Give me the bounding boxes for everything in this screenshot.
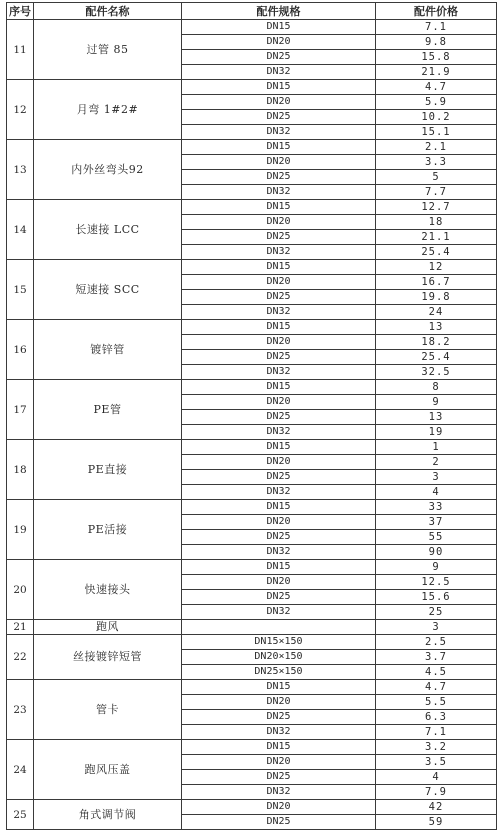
fitting-spec: DN20 — [182, 575, 376, 590]
fitting-spec: DN32 — [182, 245, 376, 260]
table-header-row — [7, 3, 497, 20]
fitting-price: 16.7 — [376, 275, 497, 290]
fitting-price: 24 — [376, 305, 497, 320]
table-row — [7, 620, 497, 635]
row-index: 20 — [7, 560, 34, 620]
fitting-name: 跑风压盖 — [34, 740, 182, 800]
fitting-price: 2.1 — [376, 140, 497, 155]
fitting-name: 管卡 — [34, 680, 182, 740]
fitting-spec: DN32 — [182, 125, 376, 140]
row-index: 16 — [7, 320, 34, 380]
fitting-price: 15.6 — [376, 590, 497, 605]
fitting-spec: DN15 — [182, 560, 376, 575]
fitting-price: 9.8 — [376, 35, 497, 50]
table-row — [7, 200, 497, 215]
fitting-price: 1 — [376, 440, 497, 455]
fitting-spec: DN15 — [182, 140, 376, 155]
fitting-price: 25.4 — [376, 350, 497, 365]
row-index: 23 — [7, 680, 34, 740]
fitting-price: 12.5 — [376, 575, 497, 590]
table-row — [7, 500, 497, 515]
fitting-price: 15.8 — [376, 50, 497, 65]
fitting-spec: DN15 — [182, 380, 376, 395]
fitting-price: 7.9 — [376, 785, 497, 800]
row-index: 13 — [7, 140, 34, 200]
fitting-spec: DN25×150 — [182, 665, 376, 680]
fitting-price: 7.1 — [376, 725, 497, 740]
fitting-price: 55 — [376, 530, 497, 545]
fitting-price: 3.7 — [376, 650, 497, 665]
fitting-spec: DN20 — [182, 800, 376, 815]
table-row — [7, 635, 497, 650]
fitting-spec: DN32 — [182, 185, 376, 200]
fitting-spec: DN15 — [182, 20, 376, 35]
fitting-price: 8 — [376, 380, 497, 395]
fitting-spec: DN15 — [182, 80, 376, 95]
row-index: 17 — [7, 380, 34, 440]
fitting-price: 2.5 — [376, 635, 497, 650]
fitting-price: 59 — [376, 815, 497, 830]
fitting-price: 90 — [376, 545, 497, 560]
fitting-name: 过管 85 — [34, 20, 182, 80]
fitting-spec: DN32 — [182, 485, 376, 500]
fitting-price: 32.5 — [376, 365, 497, 380]
fitting-spec: DN25 — [182, 290, 376, 305]
fitting-spec: DN25 — [182, 410, 376, 425]
table-row — [7, 80, 497, 95]
table-row — [7, 680, 497, 695]
fitting-spec: DN15×150 — [182, 635, 376, 650]
fitting-price: 9 — [376, 395, 497, 410]
fitting-price: 7.1 — [376, 20, 497, 35]
fitting-spec: DN15 — [182, 500, 376, 515]
fitting-price: 9 — [376, 560, 497, 575]
fitting-price: 3.2 — [376, 740, 497, 755]
fitting-spec: DN20 — [182, 755, 376, 770]
fitting-price: 3 — [376, 470, 497, 485]
table-row — [7, 740, 497, 755]
fitting-price: 4.7 — [376, 680, 497, 695]
fitting-name: PE管 — [34, 380, 182, 440]
fitting-spec: DN32 — [182, 365, 376, 380]
fitting-name: 角式调节阀 — [34, 800, 182, 830]
header-spec: 配件规格 — [182, 3, 376, 20]
document-page — [6, 2, 496, 830]
fitting-name: 镀锌管 — [34, 320, 182, 380]
table-row — [7, 20, 497, 35]
fitting-spec: DN32 — [182, 545, 376, 560]
fitting-price: 19.8 — [376, 290, 497, 305]
fitting-spec: DN32 — [182, 425, 376, 440]
fitting-price: 21.9 — [376, 65, 497, 80]
row-index: 14 — [7, 200, 34, 260]
fitting-spec: DN25 — [182, 110, 376, 125]
fitting-spec: DN25 — [182, 815, 376, 830]
fitting-spec: DN20 — [182, 275, 376, 290]
fitting-spec: DN25 — [182, 470, 376, 485]
fitting-spec: DN25 — [182, 710, 376, 725]
fitting-spec: DN32 — [182, 605, 376, 620]
row-index: 19 — [7, 500, 34, 560]
fitting-price: 15.1 — [376, 125, 497, 140]
fitting-price: 13 — [376, 410, 497, 425]
row-index: 24 — [7, 740, 34, 800]
header-price: 配件价格 — [376, 3, 497, 20]
fittings-price-table — [6, 2, 497, 830]
table-row — [7, 260, 497, 275]
row-index: 22 — [7, 635, 34, 680]
fitting-price: 3 — [376, 620, 497, 635]
table-row — [7, 440, 497, 455]
fitting-price: 13 — [376, 320, 497, 335]
fitting-spec: DN15 — [182, 320, 376, 335]
fitting-price: 42 — [376, 800, 497, 815]
fitting-spec: DN25 — [182, 230, 376, 245]
table-row — [7, 800, 497, 815]
fitting-price: 10.2 — [376, 110, 497, 125]
fitting-spec: DN25 — [182, 530, 376, 545]
fitting-spec: DN25 — [182, 590, 376, 605]
fitting-price: 2 — [376, 455, 497, 470]
fitting-name: 快速接头 — [34, 560, 182, 620]
row-index: 12 — [7, 80, 34, 140]
fitting-price: 19 — [376, 425, 497, 440]
table-row — [7, 380, 497, 395]
fitting-price: 4.5 — [376, 665, 497, 680]
fitting-name: 长速接 LCC — [34, 200, 182, 260]
fitting-price: 4 — [376, 485, 497, 500]
fitting-price: 37 — [376, 515, 497, 530]
fitting-price: 3.3 — [376, 155, 497, 170]
header-index: 序号 — [7, 3, 34, 20]
fitting-spec — [182, 620, 376, 635]
fitting-spec: DN32 — [182, 785, 376, 800]
table-row — [7, 320, 497, 335]
table-body — [7, 20, 497, 830]
table-row — [7, 560, 497, 575]
fitting-spec: DN20 — [182, 155, 376, 170]
fitting-name: 月弯 1#2# — [34, 80, 182, 140]
row-index: 11 — [7, 20, 34, 80]
fitting-price: 5.9 — [376, 95, 497, 110]
fitting-price: 4.7 — [376, 80, 497, 95]
fitting-spec: DN20 — [182, 95, 376, 110]
fitting-spec: DN32 — [182, 65, 376, 80]
fitting-price: 18 — [376, 215, 497, 230]
fitting-price: 21.1 — [376, 230, 497, 245]
fitting-price: 6.3 — [376, 710, 497, 725]
fitting-price: 33 — [376, 500, 497, 515]
fitting-spec: DN15 — [182, 260, 376, 275]
fitting-spec: DN15 — [182, 680, 376, 695]
fitting-price: 12 — [376, 260, 497, 275]
fitting-spec: DN20 — [182, 515, 376, 530]
fitting-spec: DN15 — [182, 440, 376, 455]
fitting-name: 内外丝弯头92 — [34, 140, 182, 200]
fitting-spec: DN32 — [182, 305, 376, 320]
fitting-name: 短速接 SCC — [34, 260, 182, 320]
fitting-spec: DN15 — [182, 200, 376, 215]
fitting-name: PE活接 — [34, 500, 182, 560]
fitting-spec: DN25 — [182, 170, 376, 185]
header-name: 配件名称 — [34, 3, 182, 20]
row-index: 25 — [7, 800, 34, 830]
fitting-price: 7.7 — [376, 185, 497, 200]
fitting-name: PE直接 — [34, 440, 182, 500]
fitting-spec: DN20 — [182, 35, 376, 50]
fitting-price: 5.5 — [376, 695, 497, 710]
fitting-spec: DN20 — [182, 215, 376, 230]
fitting-price: 25.4 — [376, 245, 497, 260]
fitting-spec: DN25 — [182, 770, 376, 785]
row-index: 21 — [7, 620, 34, 635]
fitting-price: 4 — [376, 770, 497, 785]
fitting-price: 5 — [376, 170, 497, 185]
fitting-spec: DN20×150 — [182, 650, 376, 665]
fitting-spec: DN25 — [182, 350, 376, 365]
fitting-spec: DN20 — [182, 395, 376, 410]
fitting-price: 3.5 — [376, 755, 497, 770]
row-index: 15 — [7, 260, 34, 320]
fitting-price: 18.2 — [376, 335, 497, 350]
fitting-name: 丝接镀锌短管 — [34, 635, 182, 680]
fitting-spec: DN20 — [182, 695, 376, 710]
fitting-name: 跑风 — [34, 620, 182, 635]
fitting-spec: DN15 — [182, 740, 376, 755]
fitting-price: 12.7 — [376, 200, 497, 215]
fitting-spec: DN20 — [182, 335, 376, 350]
row-index: 18 — [7, 440, 34, 500]
fitting-price: 25 — [376, 605, 497, 620]
fitting-spec: DN20 — [182, 455, 376, 470]
table-row — [7, 140, 497, 155]
fitting-spec: DN32 — [182, 725, 376, 740]
fitting-spec: DN25 — [182, 50, 376, 65]
